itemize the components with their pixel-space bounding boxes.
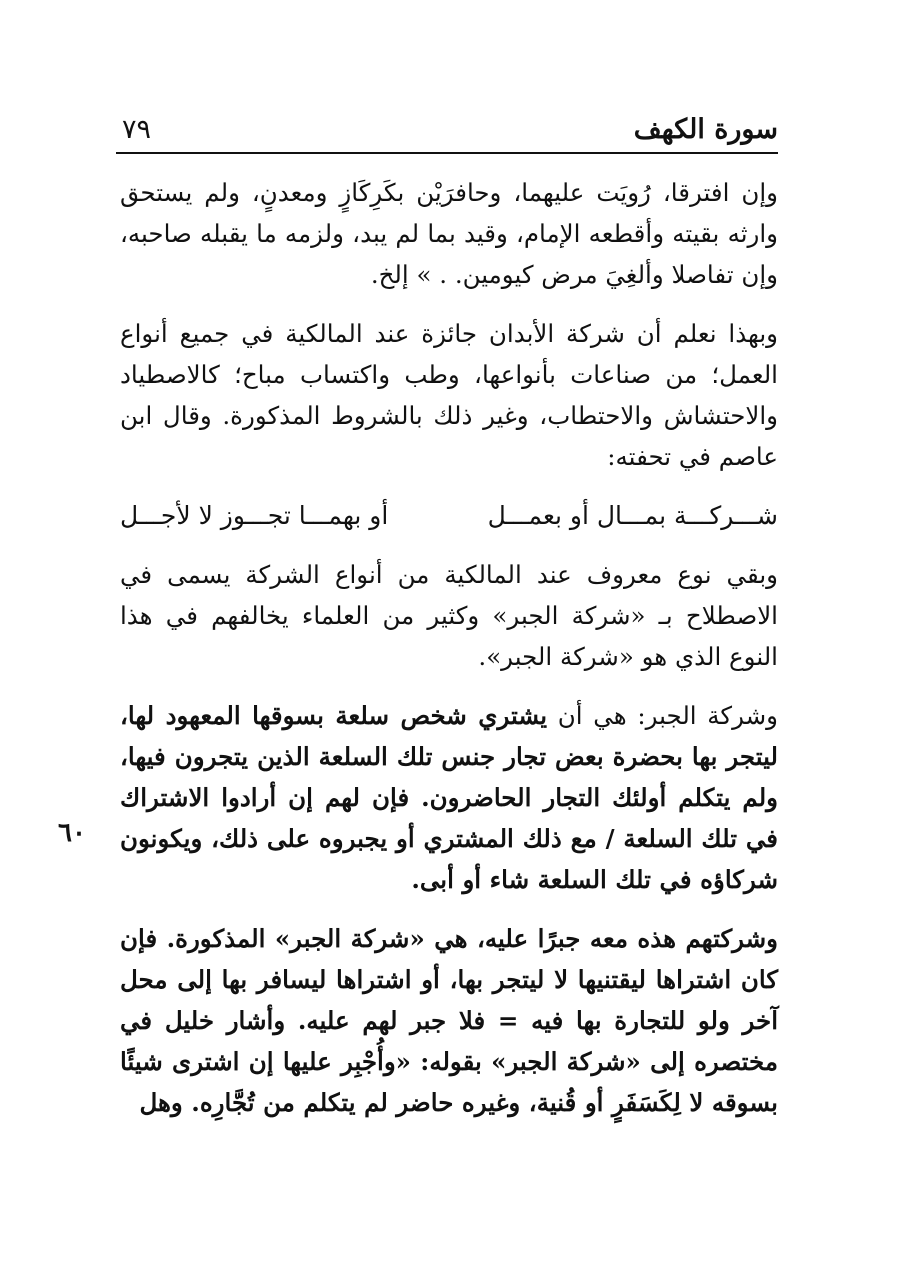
page-header [116, 108, 778, 154]
page-number: ٧٩ [122, 114, 152, 145]
surah-title: سورة الكهف [633, 114, 778, 145]
paragraph-2: وبهذا نعلم أن شركة الأبدان جائزة عند المالكية في جميع أنواع العمل؛ من صناعات بأنواعها، وطب واكتساب مباح؛ كالاصطياد والاحتشاش والاحتطاب، وغير ذلك بالشروط المذكورة. وقال ابن عاصم في تحفته: [120, 319, 778, 471]
paragraph-3: وبقي نوع معروف عند المالكية من أنواع الشركة يسمى في الاصطلاح بـ «شركة الجبر» وكثير من العلماء يخالفهم في هذا النوع الذي هو «شركة الجبر». [120, 560, 778, 671]
paragraph-4 [120, 695, 778, 900]
verse-first-hemistich: شـــركـــة بمـــال أو بعمـــل [487, 501, 778, 530]
poetry-verse [120, 495, 778, 536]
margin-page-reference: ٦٠ [58, 818, 86, 848]
paragraph-4-lead: وشركة الجبر: هي أن [557, 701, 778, 730]
paragraph-1: وإن افترقا، رُويَت عليهما، وحافرَيْن بكَرِكَازٍ ومعدنٍ، ولم يستحق وارثه بقيته وأقطعه الإمام، وقيد بما لم يبد، ولزمه ما يقبله صاحبه، وإن تفاصلا وألغِيَ مرض كيومين. . » إلخ. [120, 178, 778, 289]
page-body [120, 172, 778, 1123]
paragraph-4-bold: يشتري شخص سلعة بسوقها المعهود لها، ليتجر بها بحضرة بعض تجار جنس تلك السلعة الذين يتجرون فيها، ولم يتكلم أولئك التجار الحاضرون. فإن لهم إن أرادوا الاشتراك في تلك السلعة / مع ذلك المشتري أو يجبروه على ذلك، ويكونون شركاؤه في تلك السلعة شاء أو أبى. [120, 701, 778, 894]
verse-second-hemistich: أو بهمـــا تجـــوز لا لأجـــل [120, 501, 389, 530]
paragraph-5: وشركتهم هذه معه جبرًا عليه، هي «شركة الجبر» المذكورة. فإن كان اشتراها ليقتنيها لا ليتجر بها، أو اشتراها ليسافر بها إلى محل آخر ولو للتجارة بها فيه = فلا جبر لهم عليه. وأشار خليل في مختصره إلى «شركة الجبر» بقوله: «وأُجْبِر عليها إن اشترى شيئًا بسوقه لا لِكَسَفَرٍ أو قُنية، وغيره حاضر لم يتكلم من تُجَّارِه. وهل [120, 924, 778, 1117]
